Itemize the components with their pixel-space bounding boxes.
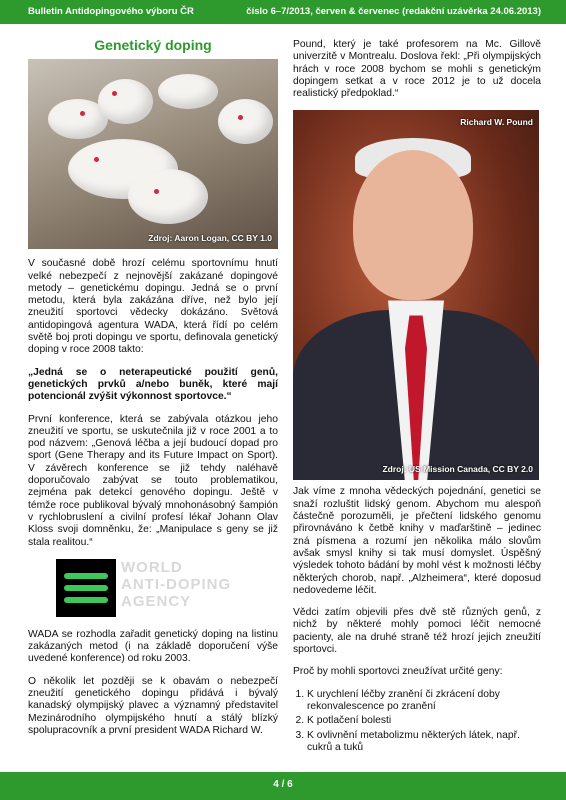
wada-definition-quote: „Jedná se o neterapeutické použití genů, genetických prvků a/nebo buněk, které mají potencionál zvýšit výkonnost sportovce.“	[28, 366, 278, 403]
page-number: 4 / 6	[273, 779, 293, 790]
list-item: 1. K urychlení léčby zranění či zkrácení doby rekonvalescence po zranění	[307, 689, 541, 714]
issue-info: číslo 6–7/2013, červen & červenec (redakční uzávěrka 24.06.2013)	[246, 6, 541, 17]
reasons-list	[293, 689, 541, 754]
bulletin-name: Bulletin Antidopingového výboru ČR	[28, 6, 194, 17]
conference-paragraph: První konference, která se zabývala otázkou jeho zneužití ve sportu, se uskutečnila již v roce 2001 a to pod názvem: „Genová léčba a její budoucí dopad pro sport (Gene Therapy and its Future Impact on Sport). V závěrech konference se již tehdy naléhavě doporučovalo zabývat se touto problematikou, zejména pak detekcí genového dopingu. Ještě v témže roce publikoval bývalý mnohonásobný šampión v rychlobruslení a civilní profesí lékař Johann Olav Kloss svoji domněnku, že: „Manipulace s geny se již stala realitou.“	[28, 413, 278, 548]
left-column	[28, 35, 278, 747]
wada-listing-paragraph: WADA se rozhodla zařadit genetický doping na listinu zakázaných metod (i na základě doporučení výše uvedené konference) od roku 2003.	[28, 628, 278, 665]
pound-photo-credit: Zdroj: US Mission Canada, CC BY 2.0	[382, 464, 533, 475]
pound-intro-paragraph: O několik let později se k obavám o nebezpečí zneužití genetického dopingu přidává i bývalý kanadský olympijský plavec a významný představitel Mezinárodního olympijského hnutí a stálý blízký spolupracovník a první president WADA Richard W.	[28, 675, 278, 736]
genome-paragraph: Jak víme z mnoha vědeckých pojednání, genetici se snaží rozluštit lidský genom. Abychom mu alespoň částečně porozuměli, je přečtení lidského genomu přirovnáváno k četbě knihy v maďarštině – jedinec zná písmena a rozumí jen několika málo slovům avšak smysl knihy si tak musí domyslet. Úspěšný výsledek tohoto bádání by mohl vést k možnosti léčby některých chorob, např. „Alzheimera“, které doposud nedovedeme léčit.	[293, 486, 541, 596]
intro-paragraph: V současné době hrozí celému sportovnímu hnutí velké nebezpečí z nejnovější zakázané dopingové metody – genetickému dopingu. Jedná se o první metodu, která byla zakázána dříve, než bylo její zneužití sportovci vědecky dokázáno. Světová antidopingová agentura WADA, která řídí po celém světě boj proti dopingu ve sportu, definovala genetický doping v roce 2008 takto:	[28, 258, 278, 356]
page-header	[0, 0, 566, 24]
reasons-lead: Proč by mohli sportovci zneužívat určité geny:	[293, 666, 503, 678]
list-item: 3. K ovlivnění metabolizmu některých látek, např. cukrů a tuků	[307, 730, 541, 755]
mice-photo	[28, 59, 278, 249]
genes-paragraph: Vědci zatím objevili přes dvě stě různých genů, z nichž by některé mohly pomoci léčit nemocné pacienty, ale na druhé straně též hrozí jejich zneužití sportovci.	[293, 607, 541, 656]
page-footer	[0, 772, 566, 800]
wada-logo: WORLD ANTI-DOPING AGENCY	[28, 559, 278, 621]
pound-quote-paragraph: Pound, který je také profesorem na Mc. Gillově univerzitě v Montrealu. Doslova řekl: „Při olympijských hrách v roce 2008 bychom se mohli s genetickým dopingem setkat a v roce 2012 je to už docela realistický předpoklad.“	[293, 39, 541, 100]
list-item: 2. K potlačení bolesti	[307, 715, 541, 727]
pound-photo	[293, 110, 539, 480]
mice-photo-credit: Zdroj: Aaron Logan, CC BY 1.0	[148, 233, 272, 243]
pound-name-caption: Richard W. Pound	[460, 117, 533, 128]
article-title: Genetický doping	[94, 37, 212, 53]
right-column	[293, 39, 541, 756]
